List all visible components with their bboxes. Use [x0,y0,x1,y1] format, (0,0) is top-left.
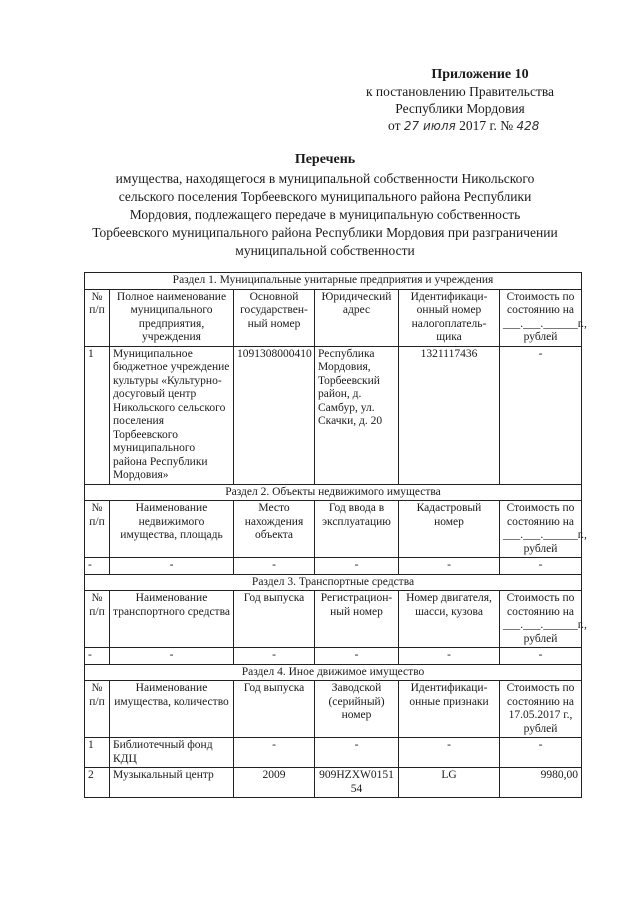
header-cell: № п/п [85,501,110,558]
table-cell: - [85,558,110,575]
table-cell: 1091308000410 [234,346,315,484]
date-year: 2017 г. № [459,118,514,133]
section-title-row [85,273,582,290]
header-cell: Год выпуска [234,591,315,648]
appendix-block [340,66,580,135]
header-cell: Год выпуска [234,681,315,738]
table-cell: - [500,558,582,575]
header-cell: Год ввода в эксплуатацию [315,501,399,558]
appendix-date [340,117,580,135]
decree-number: 428 [516,119,540,133]
section-4-title: Раздел 4. Иное движимое имущество [85,664,582,681]
table-cell: - [234,738,315,768]
table-cell: Муниципальное бюджетное учреждение культуры «Культурно-досуговый центр Никольского сельского поселения Торбеевского муниципального района Республики Мордовия» [110,346,234,484]
header-cell: № п/п [85,289,110,346]
section-title-row [85,664,582,681]
header-cell: Идентификаци-онный номер налогоплатель-щика [399,289,500,346]
header-cell: Идентификаци-онные признаки [399,681,500,738]
table-cell: 1 [85,346,110,484]
table-cell: - [110,558,234,575]
header-cell: Полное наименование муниципального предприятия, учреждения [110,289,234,346]
section-title-row [85,484,582,501]
table-header-row [85,289,582,346]
date-day-month: 27 июля [403,119,456,133]
appendix-title: Приложение 10 [431,67,529,82]
table-cell: - [500,738,582,768]
table-cell: - [315,738,399,768]
table-cell: - [399,738,500,768]
header-cell: Стоимость по состоянию на ___.___.______г., рублей [500,501,582,558]
table-cell: 2 [85,768,110,798]
table-cell: 2009 [234,768,315,798]
header-cell: Заводской (серийный) номер [315,681,399,738]
header-cell: Наименование недвижимого имущества, площадь [110,501,234,558]
table-cell: Музыкальный центр [110,768,234,798]
table-cell: 9980,00 [500,768,582,798]
header-cell: Юридический адрес [315,289,399,346]
table-cell: - [234,648,315,665]
appendix-line-2: Республики Мордовия [395,101,525,116]
header-cell: Наименование транспортного средства [110,591,234,648]
table-row [85,738,582,768]
table-cell: - [85,648,110,665]
header-cell: № п/п [85,591,110,648]
header-cell: Кадастровый номер [399,501,500,558]
document-subtitle: имущества, находящегося в муниципальной собственности Никольского сельского поселения Торбеевского муниципального района Республики Мордовия, подлежащего передаче в муниципальную собственность Торбеевского муниципального района Республики Мордовия при разграничении муниципальной собственности [92,171,558,258]
table-row [85,768,582,798]
table-cell: - [399,558,500,575]
table-cell: Республика Мордовия, Торбеевский район, д. Самбур, ул. Скачки, д. 20 [315,346,399,484]
header-cell: Наименование имущества, количество [110,681,234,738]
document-title: Перечень [294,152,356,167]
table-header-row [85,501,582,558]
table-cell: - [315,558,399,575]
table-cell: - [500,648,582,665]
table-cell: 909HZXW015154 [315,768,399,798]
section-title-row [85,574,582,591]
section-3-title: Раздел 3. Транспортные средства [85,574,582,591]
section-2-title: Раздел 2. Объекты недвижимого имущества [85,484,582,501]
table-cell: - [500,346,582,484]
table-cell: 1 [85,738,110,768]
header-cell: Стоимость по состоянию на 17.05.2017 г., рублей [500,681,582,738]
table-row [85,648,582,665]
property-table [84,272,587,798]
table-row [85,346,582,484]
table-header-row [85,591,582,648]
header-cell: Основной государствен-ный номер [234,289,315,346]
header-cell: Регистрацион-ный номер [315,591,399,648]
header-cell: Номер двигателя, шасси, кузова [399,591,500,648]
date-prefix: от [388,118,401,133]
table-cell: - [315,648,399,665]
header-cell: Стоимость по состоянию на ___.___.______г., рублей [500,289,582,346]
table-cell: LG [399,768,500,798]
header-cell: Стоимость по состоянию на ___.___.______г., рублей [500,591,582,648]
table-header-row [85,681,582,738]
table-row [85,558,582,575]
appendix-line-1: к постановлению Правительства [365,84,555,99]
header-cell: Место нахождения объекта [234,501,315,558]
table-cell: - [234,558,315,575]
section-1-title: Раздел 1. Муниципальные унитарные предприятия и учреждения [85,273,582,290]
table-cell: - [110,648,234,665]
document-heading [90,151,560,260]
table-cell: 1321117436 [399,346,500,484]
table-cell: Библиотечный фонд КДЦ [110,738,234,768]
table-cell: - [399,648,500,665]
header-cell: № п/п [85,681,110,738]
